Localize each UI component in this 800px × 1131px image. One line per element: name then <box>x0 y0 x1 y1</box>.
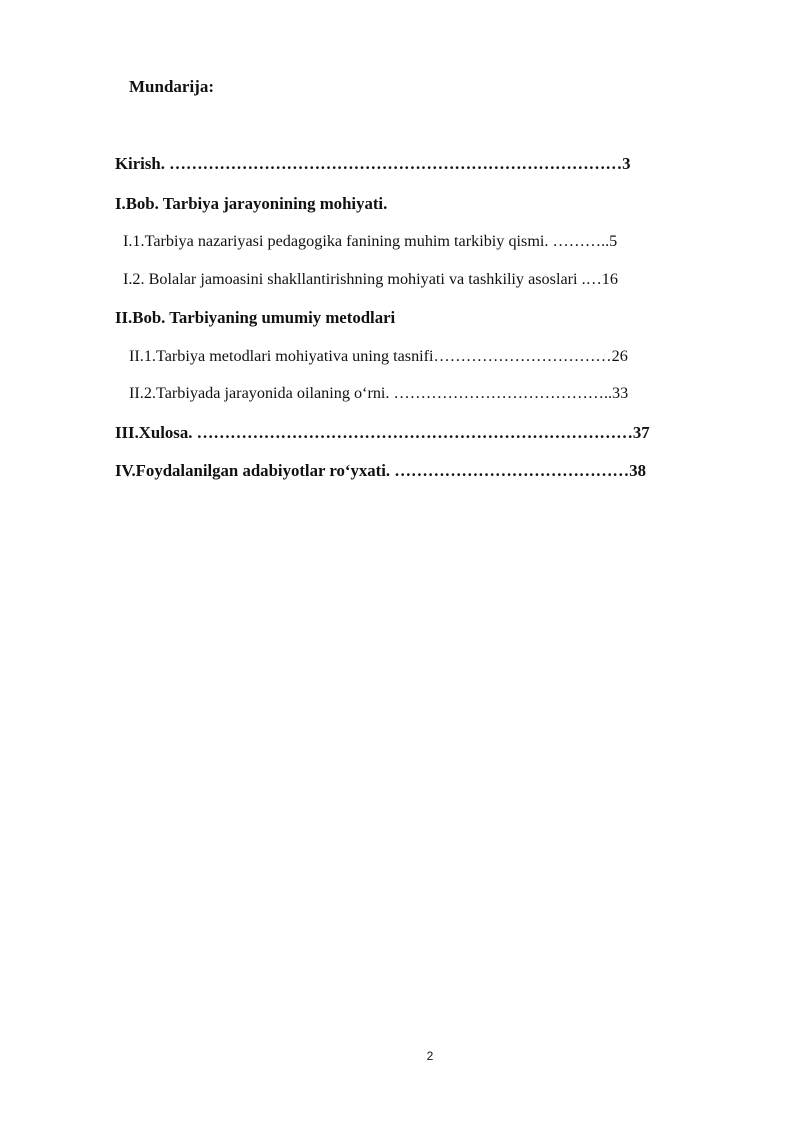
page-number: 2 <box>426 1049 434 1063</box>
toc-entry-section-1-1: I.1.Tarbiya nazariyasi pedagogika fanining muhim tarkibiy qismi. ………..5 <box>123 232 618 250</box>
toc-entry-xulosa: III.Xulosa. ……………………………………………………………………37 <box>115 423 650 442</box>
toc-entry-section-2-1: II.1.Tarbiya metodlari mohiyativa uning tasnifi……………………………26 <box>129 347 628 365</box>
toc-entry-section-2-2: II.2.Tarbiyada jarayonida oilaning oʻrni. …………………………………..33 <box>129 384 629 402</box>
toc-entry-chapter-2: II.Bob. Tarbiyaning umumiy metodlari <box>115 308 396 327</box>
toc-entry-section-1-2: I.2. Bolalar jamoasini shakllantirishning mohiyati va tashkiliy asoslari .…16 <box>123 270 618 288</box>
toc-entry-chapter-1: I.Bob. Tarbiya jarayonining mohiyati. <box>115 194 388 213</box>
toc-entry-kirish: Kirish. ………………………………………………………………………3 <box>115 154 631 173</box>
toc-heading: Mundarija: <box>129 77 214 96</box>
toc-entry-bibliography: IV.Foydalanilgan adabiyotlar roʻyxati. ……………………………………38 <box>115 461 646 480</box>
